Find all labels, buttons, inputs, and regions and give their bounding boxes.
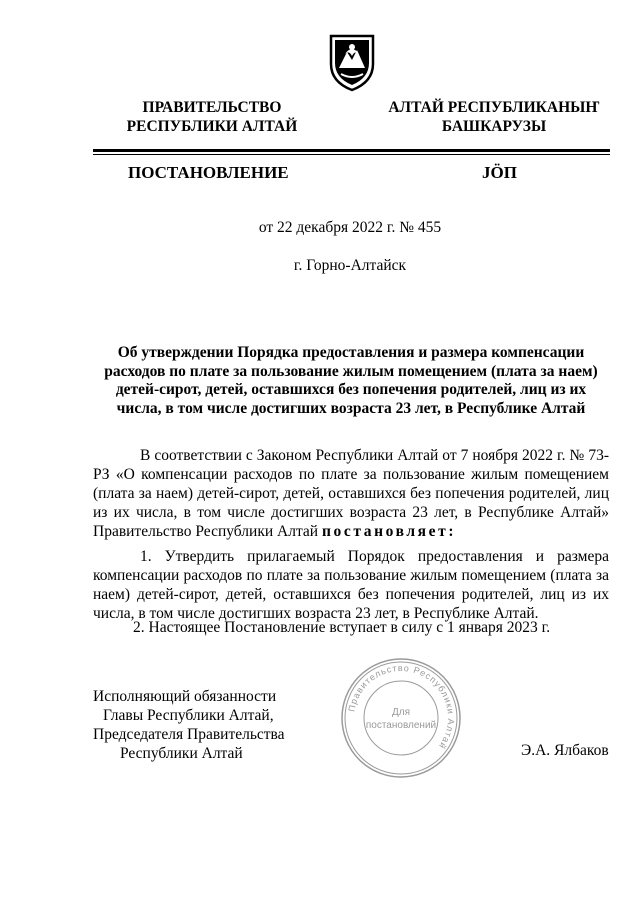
seal-center-line-2: постановлений [365, 720, 437, 731]
official-seal [339, 656, 463, 780]
coat-of-arms-icon [327, 30, 377, 92]
header-right-line2: БАШКАРУЗЫ [441, 118, 547, 135]
signature-line-1: Исполняющий обязанности [93, 688, 277, 705]
doc-type-altai: JÖП [482, 163, 517, 182]
seal-ring-text: Правительство Республики Алтай [346, 662, 457, 752]
document-date [0, 219, 640, 237]
body-paragraph-3: 2. Настоящее Постановление вступает в силу с 1 января 2023 г. [133, 619, 551, 636]
signer-name: Э.А. Ялбаков [521, 742, 609, 759]
document-title: Об утверждении Порядка предоставления и размера компенсации расходов по плате за пользование жилым помещением (плата за наем) детей-сирот, детей, оставшихся без попечения родителей, лиц из их числа, в том числе достигших возраста 23 лет, в Республике Алтай [104, 344, 598, 417]
header-left [118, 98, 306, 136]
header-divider-thick [93, 149, 610, 152]
header-divider-thin [93, 154, 610, 155]
document-date-text: от 22 декабря 2022 г. № 455 [258, 219, 442, 236]
header-left-line1: ПРАВИТЕЛЬСТВО [142, 99, 282, 116]
doc-type-russian: ПОСТАНОВЛЕНИЕ [128, 163, 289, 182]
header-right-line1: АЛТАЙ РЕСПУБЛИКАНЫҤ [388, 99, 600, 116]
signature-line-4: Республики Алтай [120, 745, 243, 762]
signature-position [93, 687, 303, 763]
signature-line-2: Главы Республики Алтай, [103, 707, 274, 724]
seal-center-line-1: Для [391, 707, 411, 718]
signature-line-3: Председателя Правительства [93, 726, 285, 743]
body-paragraph-1-text: В соответствии с Законом Республики Алтай от 7 ноября 2022 г. № 73-РЗ «О компенсации расходов по плате за пользование жилым помещением (плата за наем) детей-сирот, детей, оставшихся без попечения родителей, лиц из их числа, в том числе достигших возраста 23 лет, в Республике Алтай» Правительство Республики Алтай [93, 447, 609, 540]
decree-word: постановляет: [321, 523, 457, 540]
document-city-text: г. Горно-Алтайск [293, 257, 407, 274]
body-paragraph-2: 1. Утвердить прилагаемый Порядок предоставления и размера компенсации расходов по плате за пользование жилым помещением (плата за наем) детей-сирот, детей, оставшихся без попечения родителей, лиц из их числа, в том числе достигших возраста 23 лет, в Республике Алтай. [93, 548, 609, 622]
header-right [378, 98, 610, 136]
document-city [0, 257, 640, 275]
body-paragraph-1 [93, 446, 609, 541]
header-left-line2: РЕСПУБЛИКИ АЛТАЙ [126, 118, 298, 135]
